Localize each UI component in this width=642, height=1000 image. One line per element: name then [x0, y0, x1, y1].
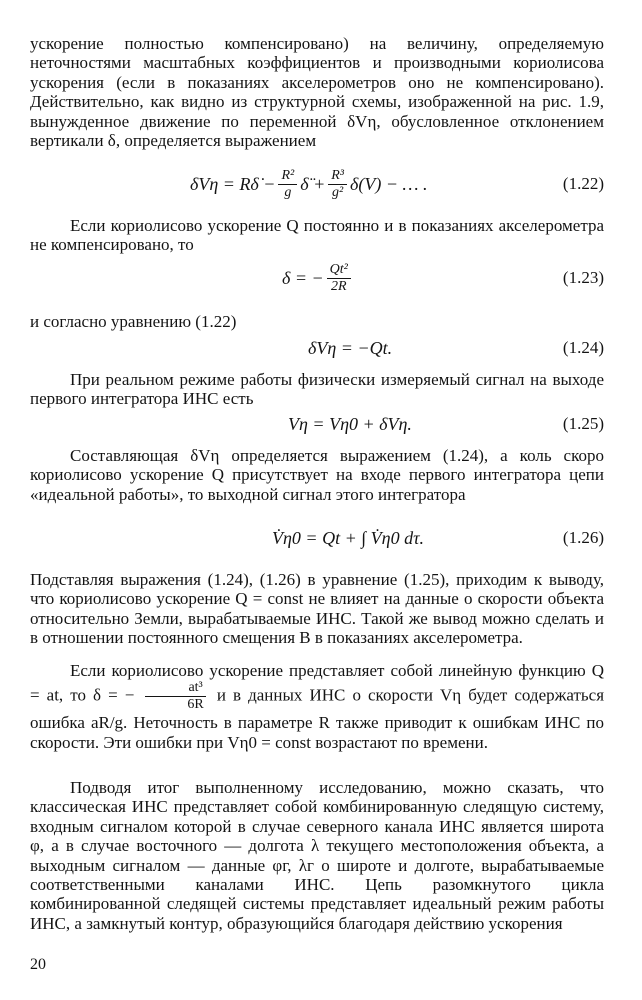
eq22-f2-numerator: R³ — [328, 168, 347, 185]
eq22-f1-denominator: g — [284, 184, 292, 200]
eq23-fraction — [327, 262, 351, 295]
inline-fraction-denominator: 6R — [187, 697, 204, 713]
eq22-tail: δ(V) − … . — [349, 173, 428, 194]
paragraph-component: Составляющая δVη определяется выражением (1.24), а коль скоро кориолисово ускорение Q присутствует на входе первого интегратора цепи «идеальной работы», то выходной сигнал этого интегратора — [30, 446, 604, 504]
equation-number-1-24: (1.24) — [562, 338, 604, 357]
eq22-f2-denominator: g² — [331, 184, 344, 200]
linear-coriolis-end: и в данных ИНС о скорости Vη будет содержаться ошибка aR/g. Неточность в параметре R также приводит к ошибкам ИНС по скорости. Эти ошибки при Vη0 = const возрастают по времени. — [30, 685, 605, 752]
eq23-denominator: 2R — [330, 278, 347, 294]
paragraph-real-mode: При реальном режиме работы физически измеряемый сигнал на выходе первого интегратора ИНС есть — [30, 370, 604, 409]
page-number: 20 — [30, 956, 46, 973]
inline-fraction-numerator: at³ — [145, 680, 205, 697]
linear-coriolis-start: Если кориолисово ускорение представляет собой линейную функцию Q = at, то δ = − — [30, 661, 604, 705]
equation-number-1-23: (1.23) — [562, 268, 604, 287]
equation-1-25 — [30, 404, 604, 444]
eq22-mid: δ̈ + — [300, 173, 326, 194]
eq23-numerator: Qt² — [327, 262, 351, 279]
equation-1-24 — [30, 328, 604, 368]
eq23-lhs: δ = − — [282, 267, 324, 288]
paragraph-coriolis-constant: Если кориолисово ускорение Q постоянно и в показаниях акселерометра не компенсировано, то — [30, 216, 604, 255]
equation-1-22 — [30, 164, 604, 204]
eq22-fraction-1 — [278, 168, 297, 201]
eq22-lhs: δVη = Rδ̇ − — [190, 173, 276, 194]
paragraph-summary: Подводя итог выполненному исследованию, можно сказать, что классическая ИНС представляет собой комбинированную следящую систему, входным сигналом которой в случае северного канала ИНС является широта φ, а в случае восточного — долгота λ текущего местоположения объекта, а выходным сигналом — данные φг, λг о широте и долготе, вырабатываемые соответственными каналами ИНС. Цепь разомкнутого цикла комбинированной следящей системы представляет идеальный режим работы ИНС, а замкнутый контур, образующийся благодаря действию ускорения — [30, 778, 604, 933]
paragraph-intro: ускорение полностью компенсировано) на величину, определяемую неточностями масштабных коэффициентов и производными кориолисова ускорения (если в показаниях акселерометров оно не компенсировано). Действительно, как видно из структурной схемы, изображенной на рис. 1.9, вынужденное движение по переменной δVη, обусловленное отклонением вертикали δ, определяется выражением — [30, 34, 604, 151]
paragraph-by-equation: и согласно уравнению (1.22) — [30, 312, 237, 331]
paragraph-linear-coriolis — [30, 661, 604, 752]
equation-number-1-26: (1.26) — [562, 528, 604, 547]
equation-1-26 — [30, 518, 604, 558]
eq24-text: δVη = −Qt. — [308, 337, 393, 358]
equation-1-23 — [30, 258, 604, 298]
equation-number-1-22: (1.22) — [562, 174, 604, 193]
eq22-f1-numerator: R² — [278, 168, 297, 185]
eq22-fraction-2 — [328, 168, 347, 201]
paragraph-substitution: Подставляя выражения (1.24), (1.26) в уравнение (1.25), приходим к выводу, что кориолисово ускорение Q = const не влияет на данные о скорости объекта относительно Земли, вырабатываемые ИНС. Такой же вывод можно сделать и в отношении постоянного смещения B в показаниях акселерометра. — [30, 570, 604, 648]
eq26-text: V̇η0 = Qt + ∫ V̇η0 dτ. — [272, 527, 425, 548]
inline-fraction — [144, 680, 206, 713]
equation-number-1-25: (1.25) — [562, 414, 604, 433]
eq25-text: Vη = Vη0 + δVη. — [288, 413, 412, 434]
